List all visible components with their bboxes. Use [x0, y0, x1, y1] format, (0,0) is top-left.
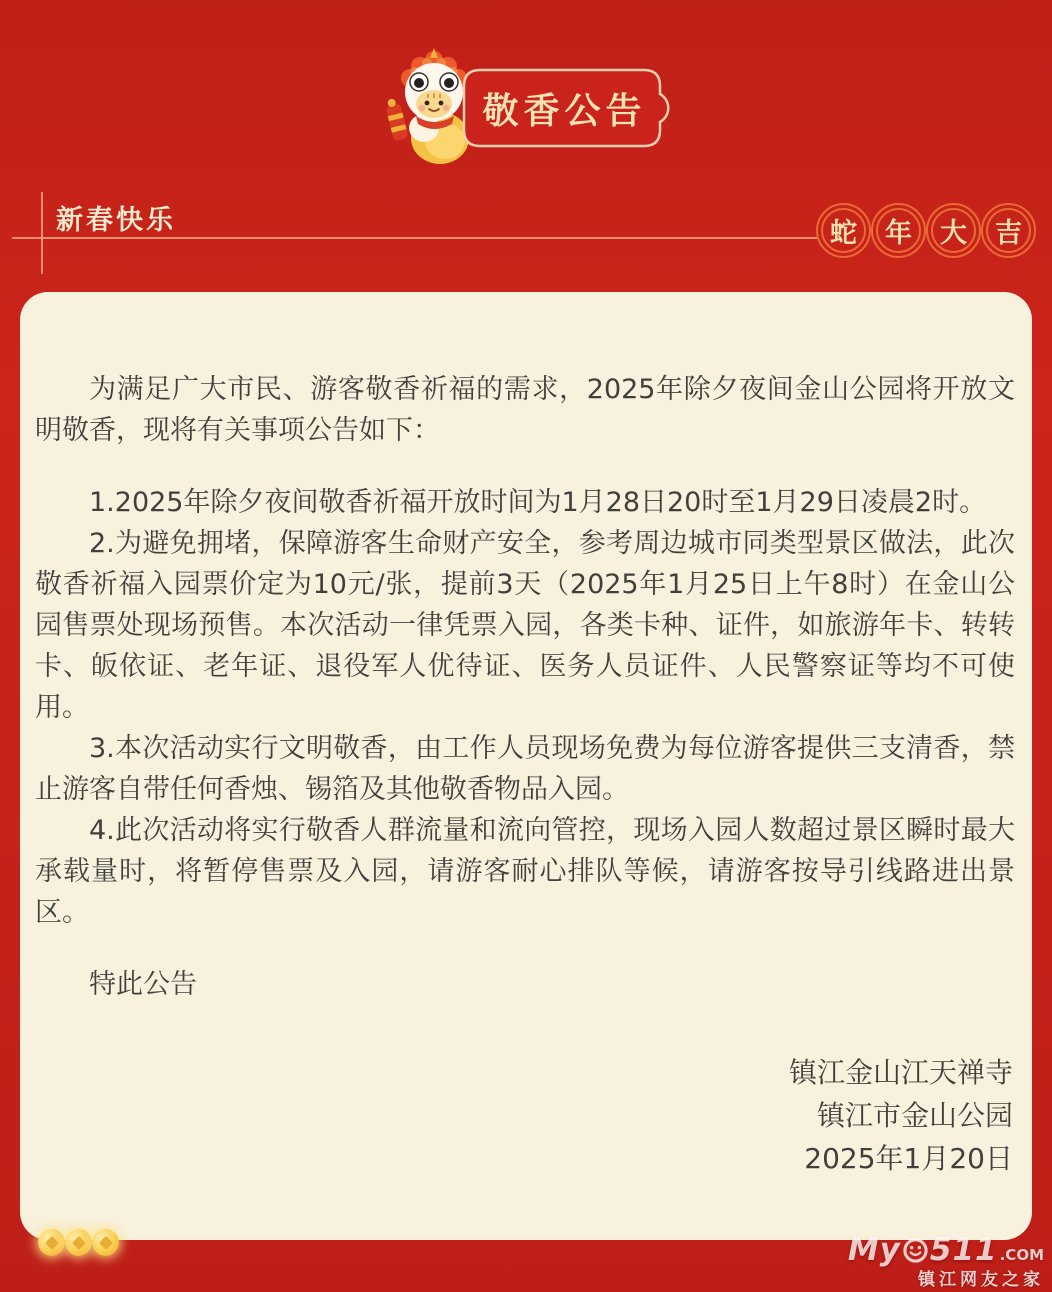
- watermark-suffix: .COM: [999, 1246, 1044, 1264]
- notice-item-4: 4.此次活动将实行敬香人群流量和流向管控，现场入园人数超过景区瞬时最大承载量时，将暂停售票及入园，请游客耐心排队等候，请游客按导引线路进出景区。: [35, 815, 1015, 928]
- notice-card: [20, 292, 1032, 1240]
- smiley-face-zero-icon: [902, 1237, 929, 1264]
- watermark-prefix: My: [847, 1232, 901, 1268]
- zodiac-badge-luck: [981, 203, 1036, 258]
- watermark-digits: 511: [929, 1232, 998, 1268]
- zodiac-badge-snake: [816, 203, 871, 258]
- signature-park: 镇江市金山公园: [816, 1099, 1013, 1132]
- notice-item-2: 2.为避免拥堵，保障游客生命财产安全，参考周边城市同类型景区做法，此次敬香祈福入园票价定为10元/张，提前3天（2025年1月25日上午8时）在金山公园售票处现场预售。本次活动一律凭票入园，各类卡种、证件，如旅游年卡、转转卡、皈依证、老年证、退役军人优待证、医务人员证件、人民警察证等均不可使用。: [35, 528, 1015, 723]
- notice-closing: 特此公告: [89, 969, 197, 1000]
- watermark-tagline: 镇江网友之家: [918, 1270, 1044, 1290]
- notice-intro: 为满足广大市民、游客敬香祈福的需求，2025年除夕夜间金山公园将开放文明敬香，现将有关事项公告如下：: [35, 374, 1015, 446]
- gold-coin-icon: [92, 1229, 119, 1256]
- badge-char: 蛇: [830, 218, 857, 249]
- notice-date: 2025年1月20日: [804, 1142, 1013, 1175]
- signature-temple: 镇江金山江天禅寺: [788, 1056, 1013, 1089]
- greeting-text: 新春快乐: [56, 205, 176, 236]
- badge-char: 吉: [995, 218, 1022, 249]
- zodiac-badge-great: [926, 203, 981, 258]
- notice-item-3: 3.本次活动实行文明敬香，由工作人员现场免费为每位游客提供三支清香，禁止游客自带任何香烛、锡箔及其他敬香物品入园。: [35, 733, 1015, 805]
- signature-block: [35, 1051, 1015, 1180]
- decor-horizontal-line: [12, 237, 818, 239]
- gold-coins-decoration: [38, 1229, 119, 1256]
- site-watermark: [848, 1232, 1044, 1290]
- decor-vertical-line: [41, 192, 43, 274]
- zodiac-badge-year: [871, 203, 926, 258]
- gold-coin-icon: [65, 1229, 92, 1256]
- notice-item-1: 1.2025年除夕夜间敬香祈福开放时间为1月28日20时至1月29日凌晨2时。: [89, 487, 987, 518]
- gold-coin-icon: [38, 1229, 65, 1256]
- zodiac-badges: [816, 203, 1036, 258]
- title-banner: [462, 68, 676, 150]
- badge-char: 大: [940, 218, 967, 249]
- banner-title: 敬香公告: [482, 90, 647, 132]
- watermark-logo: [848, 1232, 1044, 1268]
- badge-char: 年: [885, 218, 912, 249]
